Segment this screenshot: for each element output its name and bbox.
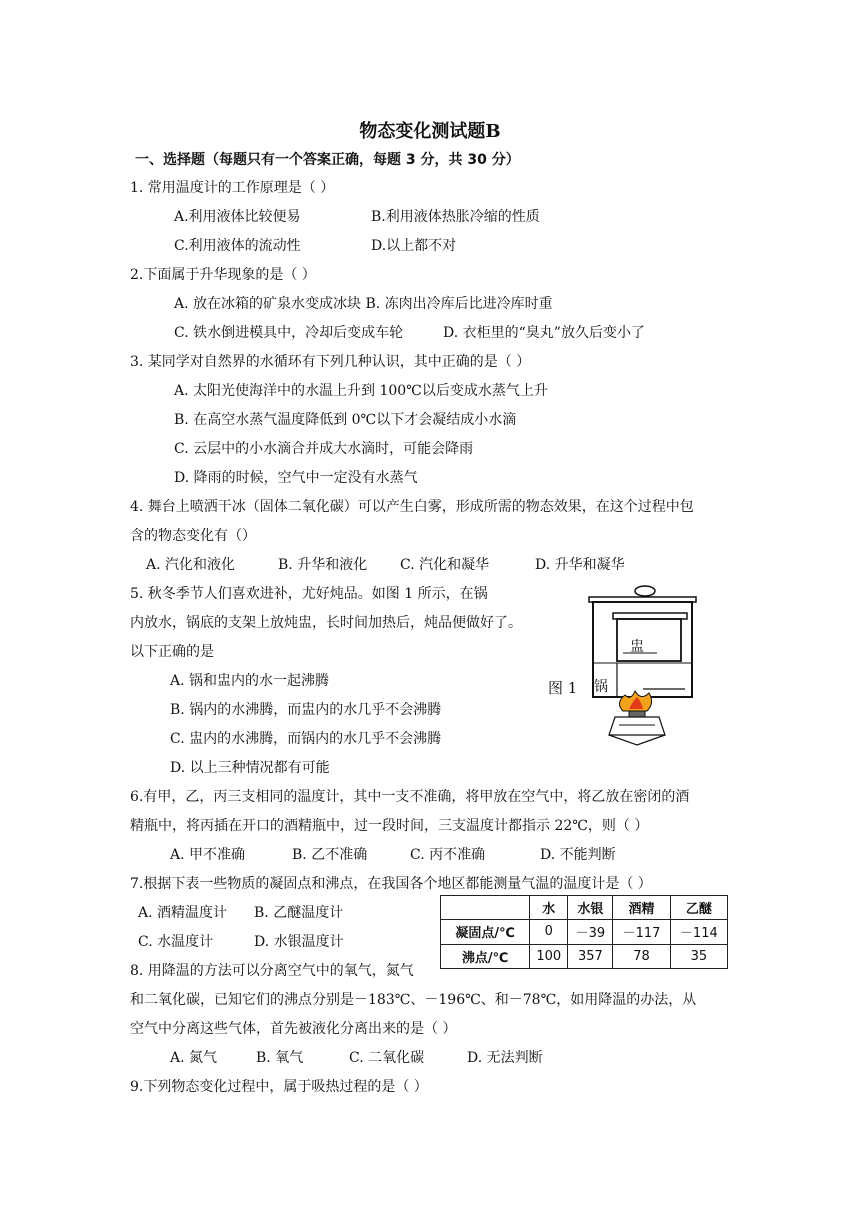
question-8-option-a: A. 氮气 xyxy=(170,1050,218,1066)
question-1-stem: 1. 常用温度计的工作原理是（ ） xyxy=(130,180,335,196)
question-8-option-c: C. 二氧化碳 xyxy=(349,1050,425,1066)
table-row xyxy=(441,944,728,968)
table-cell: －39 xyxy=(568,920,613,944)
question-2-options-ab: A. 放在冰箱的矿泉水变成冰块 B. 冻肉出冷库后比进冷库时重 xyxy=(174,296,553,312)
question-6-option-c: C. 丙不准确 xyxy=(410,847,486,863)
table-cell: 100 xyxy=(530,944,568,968)
question-7-option-b: B. 乙醚温度计 xyxy=(254,905,344,921)
table-cell: 0 xyxy=(530,920,568,944)
figure-1-guo-label: 锅 xyxy=(594,679,608,695)
question-3-option-d: D. 降雨的时候，空气中一定没有水蒸气 xyxy=(174,470,418,486)
table-row xyxy=(441,920,728,944)
table-header-cell: 水 xyxy=(530,896,568,920)
question-4-stem-line2: 含的物态变化有（） xyxy=(130,528,256,544)
question-5-option-d: D. 以上三种情况都有可能 xyxy=(170,760,330,776)
question-3-option-c: C. 云层中的小水滴合并成大水滴时，可能会降雨 xyxy=(174,441,474,457)
question-3-stem: 3. 某同学对自然界的水循环有下列几种认识，其中正确的是（ ） xyxy=(130,354,531,370)
question-1-option-a: A.利用液体比较便易 xyxy=(174,209,301,225)
figure-1-zhong-label: 盅 xyxy=(630,639,644,655)
question-8-stem-line1: 8. 用降温的方法可以分离空气中的氧气，氮气 xyxy=(130,963,414,979)
table-cell: －117 xyxy=(613,920,670,944)
table-cell: 35 xyxy=(670,944,727,968)
melting-boiling-point-table xyxy=(440,895,728,969)
question-7-option-a: A. 酒精温度计 xyxy=(138,905,228,921)
table-header-cell: 酒精 xyxy=(613,896,670,920)
question-5-option-b: B. 锅内的水沸腾，而盅内的水几乎不会沸腾 xyxy=(170,702,442,718)
question-8-option-d: D. 无法判断 xyxy=(467,1050,543,1066)
table-header-cell: 水银 xyxy=(568,896,613,920)
question-6-option-b: B. 乙不准确 xyxy=(292,847,368,863)
question-1-option-c: C.利用液体的流动性 xyxy=(174,238,301,254)
question-5-stem-line3: 以下正确的是 xyxy=(130,644,214,660)
question-3-option-a: A. 太阳光使海洋中的水温上升到 100℃以后变成水蒸气上升 xyxy=(174,383,548,399)
question-4-option-c: C. 汽化和凝华 xyxy=(400,557,490,573)
question-4-option-a: A. 汽化和液化 xyxy=(146,557,236,573)
question-4-option-d: D. 升华和凝华 xyxy=(535,557,625,573)
question-9-stem: 9.下列物态变化过程中，属于吸热过程的是（ ） xyxy=(130,1079,428,1095)
table-cell: 357 xyxy=(568,944,613,968)
question-8-stem-line2: 和二氧化碳，已知它们的沸点分别是－183℃、－196℃、和－78℃，如用降温的办法，从 xyxy=(130,992,697,1008)
table-cell: －114 xyxy=(670,920,727,944)
question-5-stem-line2: 内放水，锅底的支架上放炖盅，长时间加热后，炖品便做好了。 xyxy=(130,615,522,631)
question-4-stem-line1: 4. 舞台上喷洒干冰（固体二氧化碳）可以产生白雾，形成所需的物态效果，在这个过程中包 xyxy=(130,499,694,515)
question-3-option-b: B. 在高空水蒸气温度降低到 0℃以下才会凝结成小水滴 xyxy=(174,412,517,428)
question-4-option-b: B. 升华和液化 xyxy=(278,557,368,573)
question-6-stem-line1: 6.有甲，乙，丙三支相同的温度计，其中一支不准确，将甲放在空气中，将乙放在密闭的酒 xyxy=(130,789,690,805)
question-6-stem-line2: 精瓶中，将丙插在开口的酒精瓶中，过一段时间，三支温度计都指示 22℃，则（ ） xyxy=(130,818,649,834)
question-2-option-d: D. 衣柜里的“臭丸”放久后变小了 xyxy=(443,325,645,341)
question-5-option-a: A. 锅和盅内的水一起沸腾 xyxy=(170,673,330,689)
question-8-option-b: B. 氧气 xyxy=(256,1050,304,1066)
table-header-cell: 乙醚 xyxy=(670,896,727,920)
table-header-row xyxy=(441,896,728,920)
question-6-option-d: D. 不能判断 xyxy=(540,847,616,863)
figure-1-pot-diagram xyxy=(545,583,715,758)
question-7-option-c: C. 水温度计 xyxy=(138,934,214,950)
table-header-cell xyxy=(441,896,530,920)
table-cell: 78 xyxy=(613,944,670,968)
question-8-stem-line3: 空气中分离这些气体，首先被液化分离出来的是（ ） xyxy=(130,1021,457,1037)
table-row-header: 沸点/℃ xyxy=(441,944,530,968)
question-5-stem-line1: 5. 秋冬季节人们喜欢进补，尤好炖品。如图 1 所示，在锅 xyxy=(130,586,488,602)
page-title: 物态变化测试题B xyxy=(359,121,501,142)
question-6-option-a: A. 甲不准确 xyxy=(170,847,246,863)
question-7-stem: 7.根据下表一些物质的凝固点和沸点，在我国各个地区都能测量气温的温度计是（ ） xyxy=(130,876,652,892)
section-heading: 一、选择题（每题只有一个答案正确，每题 3 分，共 30 分） xyxy=(135,152,520,168)
question-1-option-b: B.利用液体热胀冷缩的性质 xyxy=(371,209,540,225)
table-row-header: 凝固点/℃ xyxy=(441,920,530,944)
question-7-option-d: D. 水银温度计 xyxy=(254,934,344,950)
question-2-option-c: C. 铁水倒进模具中，冷却后变成车轮 xyxy=(174,325,404,341)
question-1-option-d: D.以上都不对 xyxy=(371,238,457,254)
question-2-stem: 2.下面属于升华现象的是（ ） xyxy=(130,267,316,283)
question-5-option-c: C. 盅内的水沸腾，而锅内的水几乎不会沸腾 xyxy=(170,731,442,747)
figure-1-label: 图 1 xyxy=(548,679,578,697)
